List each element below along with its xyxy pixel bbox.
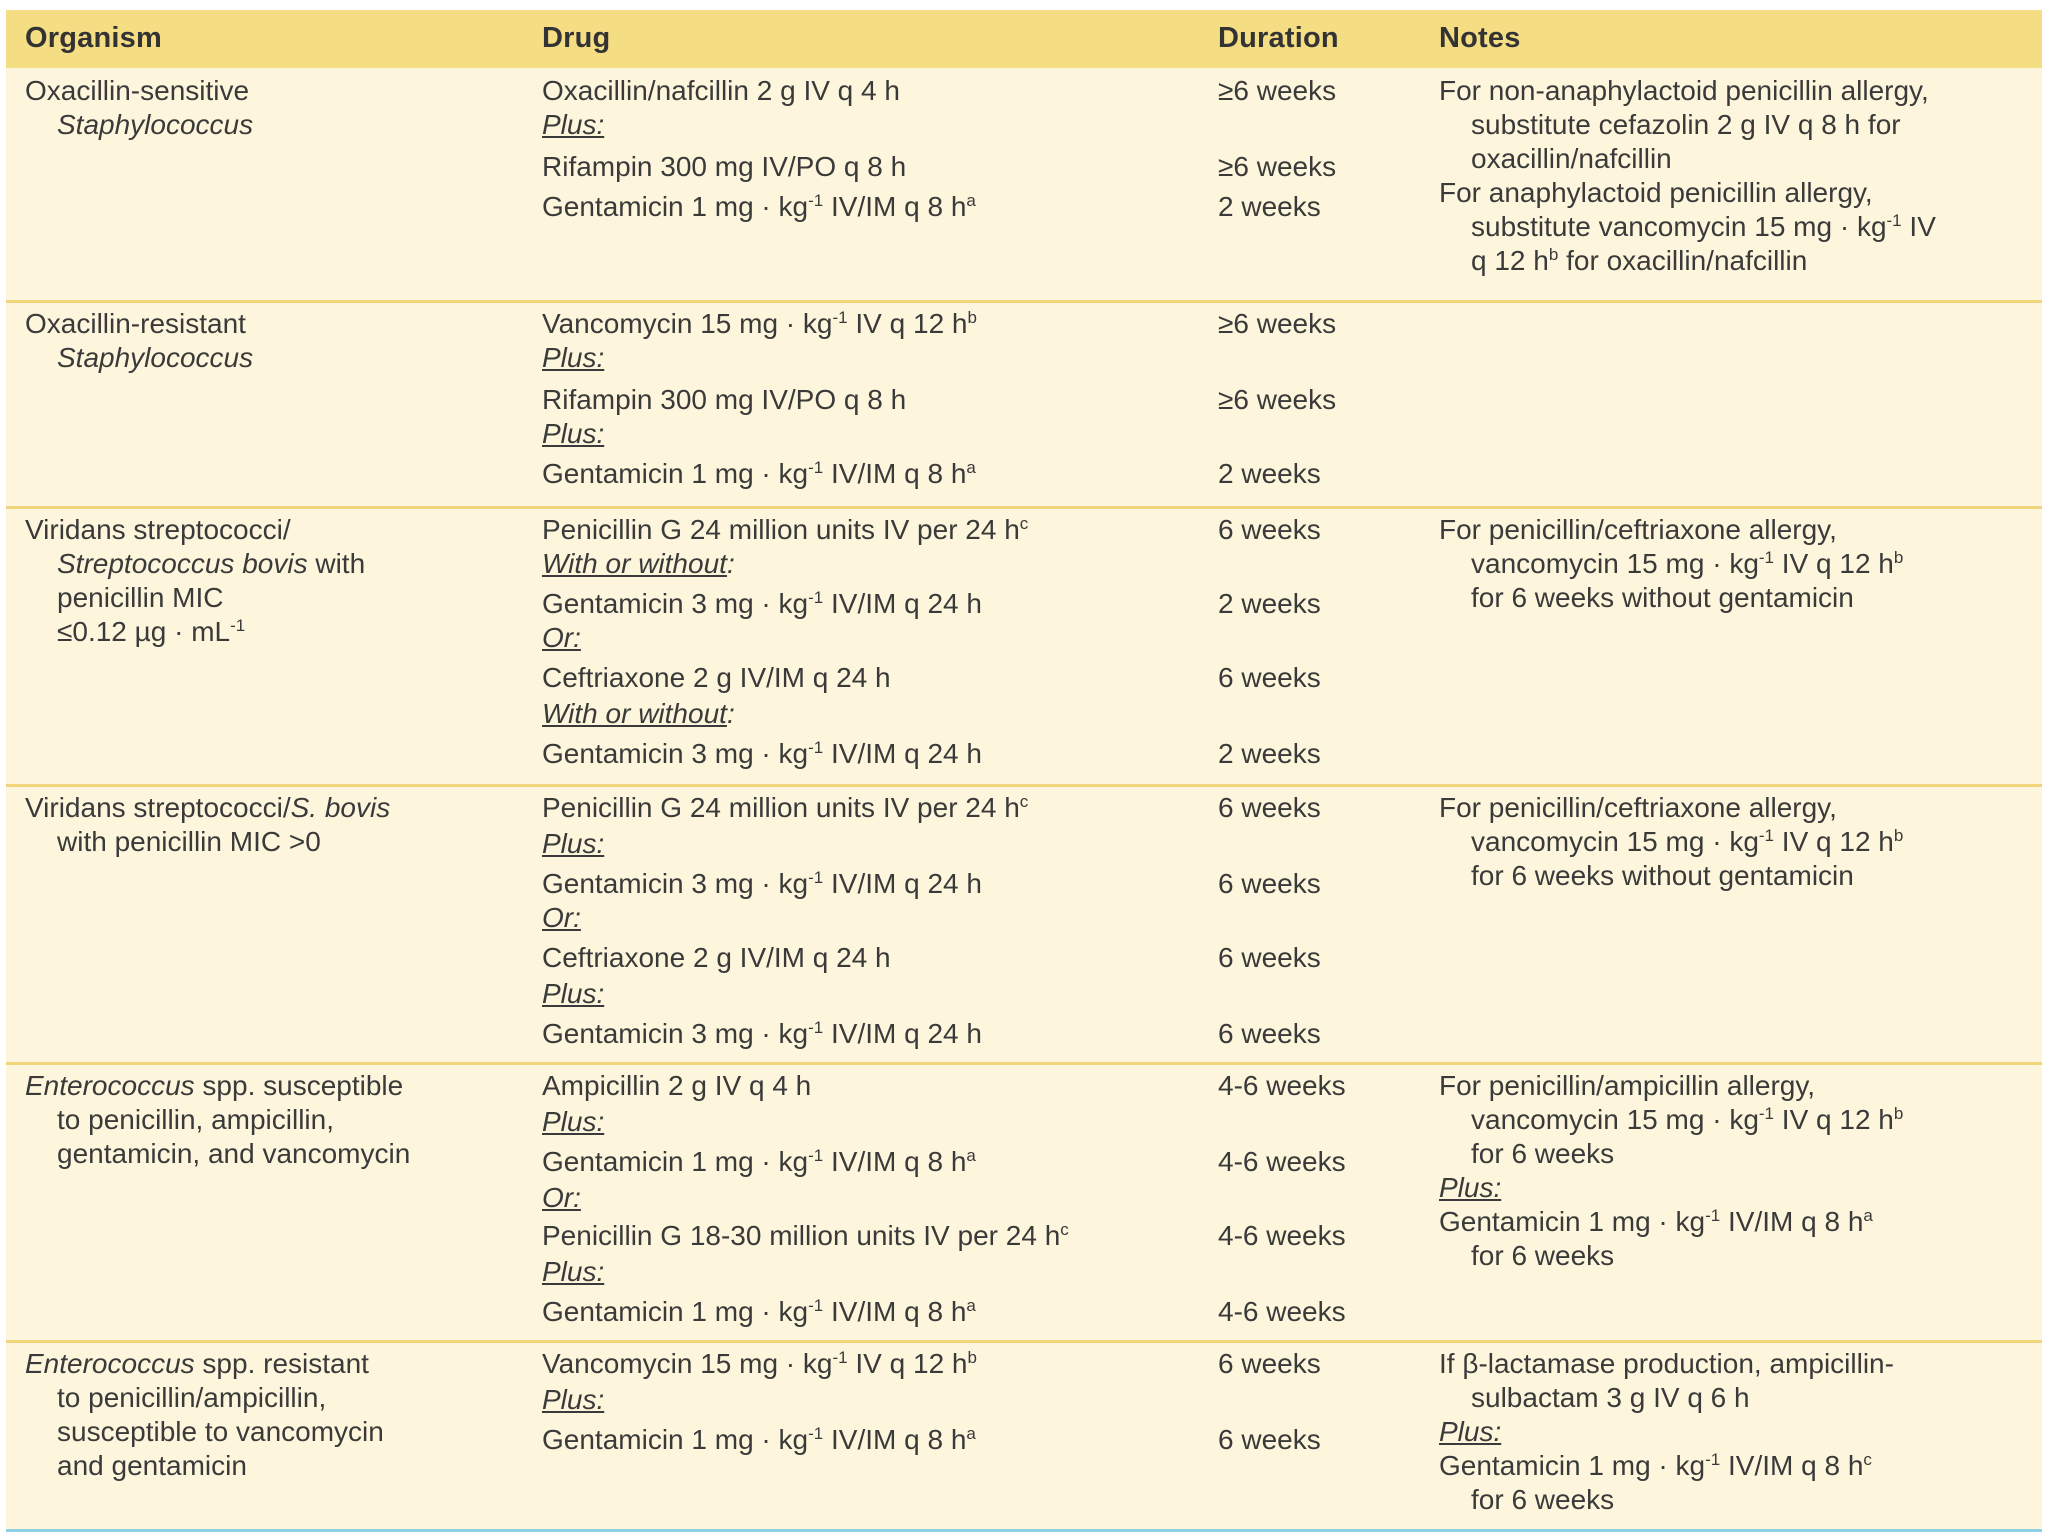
notes-line	[1439, 244, 1807, 278]
notes-line	[1439, 1449, 1872, 1483]
footnote-marker: a	[1863, 1206, 1873, 1225]
notes-line: for 6 weeks without gentamicin	[1471, 582, 1854, 613]
organism-line	[25, 791, 390, 825]
duration-text: 2 weeks	[1218, 458, 1321, 489]
drug-line	[542, 791, 1028, 825]
footnote-marker: a	[966, 458, 976, 477]
drug-line	[542, 737, 982, 771]
organism-text: with penicillin MIC >0	[57, 826, 321, 857]
drug-text: Gentamicin 1 mg · kg	[542, 458, 809, 489]
duration-text: 6 weeks	[1218, 868, 1321, 899]
notes-line: For penicillin/ceftriaxone allergy,	[1439, 792, 1837, 823]
footnote-marker: c	[1019, 792, 1029, 811]
header-notes: Notes	[1439, 22, 1521, 54]
organism-text: Staphylococcus	[57, 342, 254, 373]
notes-text: for oxacillin/nafcillin	[1558, 245, 1808, 276]
organism-text: penicillin MIC	[57, 582, 224, 613]
drug-connector	[542, 697, 735, 731]
drug-connector	[542, 547, 735, 581]
table-row	[6, 784, 2042, 1062]
drug-text: IV/IM q 24 h	[823, 588, 982, 619]
drug-connector: Plus:	[542, 109, 605, 140]
notes-line: for 6 weeks without gentamicin	[1471, 860, 1854, 891]
notes-line: for 6 weeks	[1471, 1240, 1615, 1271]
drug-connector: Plus:	[542, 828, 605, 859]
organism-text: and gentamicin	[57, 1450, 247, 1481]
duration-text: ≥6 weeks	[1218, 308, 1337, 339]
footnote-marker: b	[1548, 245, 1559, 264]
table-row	[6, 300, 2042, 506]
drug-text: IV/IM q 24 h	[823, 738, 982, 769]
footnote-marker: a	[966, 191, 976, 210]
drug-text: Penicillin G 24 million units IV per 24 h	[542, 514, 1020, 545]
drug-text: IV q 12 h	[847, 1348, 968, 1379]
table-row	[6, 1062, 2042, 1340]
drug-text: IV/IM q 8 h	[823, 1146, 967, 1177]
drug-text: Penicillin G 24 million units IV per 24 h	[542, 792, 1020, 823]
superscript: -1	[1758, 548, 1775, 567]
drug-line: Ceftriaxone 2 g IV/IM q 24 h	[542, 942, 891, 973]
organism-line	[25, 1069, 403, 1103]
drug-line: Rifampin 300 mg IV/PO q 8 h	[542, 151, 907, 182]
duration-text: 6 weeks	[1218, 1018, 1321, 1049]
footnote-marker: a	[966, 1424, 976, 1443]
duration-text: 6 weeks	[1218, 514, 1321, 545]
drug-text: Gentamicin 3 mg · kg	[542, 868, 809, 899]
drug-connector: Or:	[542, 902, 581, 933]
drug-line: Ampicillin 2 g IV q 4 h	[542, 1070, 812, 1101]
footnote-marker: b	[1893, 1104, 1904, 1123]
notes-line: sulbactam 3 g IV q 6 h	[1471, 1382, 1750, 1413]
organism-text: to penicillin/ampicillin,	[57, 1382, 327, 1413]
footnote-marker: b	[1893, 826, 1904, 845]
duration-text: 2 weeks	[1218, 191, 1321, 222]
drug-text: IV q 12 h	[847, 308, 968, 339]
superscript: -1	[230, 616, 246, 635]
notes-line: If β-lactamase production, ampicillin-	[1439, 1348, 1894, 1379]
notes-text: IV q 12 h	[1774, 548, 1894, 579]
duration-text: 4-6 weeks	[1218, 1070, 1346, 1101]
organism-text: Viridans streptococci/	[25, 514, 291, 545]
notes-line	[1439, 547, 1903, 581]
drug-text: Gentamicin 1 mg · kg	[542, 1146, 809, 1177]
duration-text: 6 weeks	[1218, 792, 1321, 823]
notes-text: substitute vancomycin 15 mg · kg	[1471, 211, 1887, 242]
drug-line: Oxacillin/nafcillin 2 g IV q 4 h	[542, 75, 900, 106]
notes-text: IV q 12 h	[1774, 1104, 1894, 1135]
superscript: -1	[832, 308, 848, 327]
drug-line	[542, 190, 976, 224]
drug-text: Penicillin G 18-30 million units IV per 24 h	[542, 1220, 1061, 1251]
drug-line	[542, 513, 1028, 547]
drug-connector: Or:	[542, 622, 581, 653]
drug-line	[542, 587, 982, 621]
notes-line: oxacillin/nafcillin	[1471, 143, 1672, 174]
superscript: -1	[832, 1348, 848, 1367]
connector-colon: :	[726, 548, 735, 579]
superscript: -1	[1886, 211, 1902, 230]
notes-connector: Plus:	[1439, 1416, 1502, 1447]
notes-line: for 6 weeks	[1471, 1138, 1615, 1169]
notes-text: IV/IM q 8 h	[1720, 1450, 1864, 1481]
notes-text: IV	[1901, 211, 1936, 242]
organism-text: Enterococcus	[25, 1070, 195, 1101]
organism-text: ≤0.12 µg · mL	[57, 616, 231, 647]
notes-text: q 12 h	[1471, 245, 1549, 276]
notes-line	[1439, 825, 1903, 859]
drug-line	[542, 1017, 982, 1051]
notes-line: substitute cefazolin 2 g IV q 8 h for	[1471, 109, 1901, 140]
notes-text: vancomycin 15 mg · kg	[1471, 826, 1759, 857]
organism-text: Viridans streptococci/	[25, 792, 291, 823]
header-duration: Duration	[1218, 22, 1339, 54]
notes-line	[1439, 1205, 1873, 1239]
drug-text: IV/IM q 8 h	[823, 458, 967, 489]
drug-line	[542, 457, 976, 491]
drug-connector: Plus:	[542, 1106, 605, 1137]
header-organism: Organism	[25, 22, 162, 54]
drug-line	[542, 1219, 1069, 1253]
superscript: -1	[808, 738, 824, 757]
duration-text: ≥6 weeks	[1218, 75, 1337, 106]
notes-text: Gentamicin 1 mg · kg	[1439, 1206, 1706, 1237]
drug-text: Gentamicin 3 mg · kg	[542, 738, 809, 769]
superscript: -1	[808, 458, 824, 477]
drug-text: Gentamicin 3 mg · kg	[542, 1018, 809, 1049]
organism-text: Enterococcus	[25, 1348, 195, 1379]
notes-text: IV/IM q 8 h	[1720, 1206, 1864, 1237]
notes-line: for 6 weeks	[1471, 1484, 1615, 1515]
drug-connector: Plus:	[542, 1256, 605, 1287]
footnote-marker: c	[1019, 514, 1029, 533]
footnote-marker: b	[967, 1348, 977, 1367]
duration-text: 6 weeks	[1218, 942, 1321, 973]
drug-line	[542, 307, 977, 341]
drug-connector: Plus:	[542, 342, 605, 373]
drug-text: Gentamicin 1 mg · kg	[542, 1424, 809, 1455]
table-header	[6, 10, 2042, 68]
drug-line	[542, 1347, 977, 1381]
duration-text: 4-6 weeks	[1218, 1296, 1346, 1327]
duration-text: 6 weeks	[1218, 662, 1321, 693]
duration-text: 2 weeks	[1218, 738, 1321, 769]
drug-line	[542, 1145, 976, 1179]
superscript: -1	[1758, 826, 1775, 845]
organism-text: Oxacillin-resistant	[25, 308, 246, 339]
drug-line: Ceftriaxone 2 g IV/IM q 24 h	[542, 662, 891, 693]
footnote-marker: a	[966, 1146, 976, 1165]
organism-text: Streptococcus bovis	[57, 548, 308, 579]
footnote-marker: b	[967, 308, 977, 327]
organism-line	[25, 1347, 369, 1381]
duration-text: ≥6 weeks	[1218, 384, 1337, 415]
drug-text: IV/IM q 8 h	[823, 1296, 967, 1327]
table-row	[6, 1340, 2042, 1529]
organism-line	[25, 547, 365, 581]
organism-text: Staphylococcus	[57, 109, 254, 140]
footnote-marker: c	[1863, 1450, 1872, 1469]
footnote-marker: b	[1893, 548, 1904, 567]
superscript: -1	[1705, 1450, 1721, 1469]
duration-text: ≥6 weeks	[1218, 151, 1337, 182]
footnote-marker: c	[1060, 1220, 1069, 1239]
drug-text: IV/IM q 8 h	[823, 1424, 967, 1455]
drug-text: Vancomycin 15 mg · kg	[542, 1348, 833, 1379]
notes-line: For penicillin/ceftriaxone allergy,	[1439, 514, 1837, 545]
notes-connector: Plus:	[1439, 1172, 1502, 1203]
drug-text: IV/IM q 24 h	[823, 1018, 982, 1049]
drug-line	[542, 1295, 976, 1329]
notes-text: Gentamicin 1 mg · kg	[1439, 1450, 1706, 1481]
connector-text: With or without	[542, 548, 727, 579]
drug-text: Gentamicin 3 mg · kg	[542, 588, 809, 619]
table-row	[6, 68, 2042, 300]
drug-text: Gentamicin 1 mg · kg	[542, 191, 809, 222]
duration-text: 4-6 weeks	[1218, 1220, 1346, 1251]
organism-text: spp. susceptible	[194, 1070, 404, 1101]
organism-text: susceptible to vancomycin	[57, 1416, 384, 1447]
superscript: -1	[808, 1296, 824, 1315]
duration-text: 2 weeks	[1218, 588, 1321, 619]
duration-text: 6 weeks	[1218, 1348, 1321, 1379]
superscript: -1	[1758, 1104, 1775, 1123]
drug-connector: Plus:	[542, 978, 605, 1009]
notes-line	[1439, 1103, 1903, 1137]
drug-connector: Plus:	[542, 418, 605, 449]
drug-text: IV/IM q 24 h	[823, 868, 982, 899]
superscript: -1	[808, 1424, 824, 1443]
duration-text: 6 weeks	[1218, 1424, 1321, 1455]
drug-connector: Plus:	[542, 1384, 605, 1415]
notes-line: For anaphylactoid penicillin allergy,	[1439, 177, 1873, 208]
notes-line	[1439, 210, 1936, 244]
drug-line	[542, 867, 982, 901]
organism-text: gentamicin, and vancomycin	[57, 1138, 411, 1169]
organism-text: S. bovis	[290, 792, 391, 823]
connector-colon: :	[726, 698, 735, 729]
superscript: -1	[1705, 1206, 1721, 1225]
antibiotic-regimen-table	[6, 10, 2042, 1532]
notes-text: IV q 12 h	[1774, 826, 1894, 857]
superscript: -1	[808, 1018, 824, 1037]
organism-text: spp. resistant	[194, 1348, 369, 1379]
table-row	[6, 506, 2042, 784]
drug-line	[542, 1423, 976, 1457]
connector-text: With or without	[542, 698, 727, 729]
superscript: -1	[808, 191, 824, 210]
organism-text: with	[307, 548, 366, 579]
superscript: -1	[808, 1146, 824, 1165]
organism-text: to penicillin, ampicillin,	[57, 1104, 335, 1135]
notes-text: vancomycin 15 mg · kg	[1471, 548, 1759, 579]
organism-line	[25, 615, 245, 649]
superscript: -1	[808, 588, 824, 607]
drug-line: Rifampin 300 mg IV/PO q 8 h	[542, 384, 907, 415]
duration-text: 4-6 weeks	[1218, 1146, 1346, 1177]
notes-line: For penicillin/ampicillin allergy,	[1439, 1070, 1816, 1101]
drug-text: Vancomycin 15 mg · kg	[542, 308, 833, 339]
drug-text: Gentamicin 1 mg · kg	[542, 1296, 809, 1327]
organism-text: Oxacillin-sensitive	[25, 75, 250, 106]
footnote-marker: a	[966, 1296, 976, 1315]
drug-text: IV/IM q 8 h	[823, 191, 967, 222]
notes-text: vancomycin 15 mg · kg	[1471, 1104, 1759, 1135]
notes-line: For non-anaphylactoid penicillin allergy,	[1439, 75, 1929, 106]
drug-connector: Or:	[542, 1182, 581, 1213]
superscript: -1	[808, 868, 824, 887]
header-drug: Drug	[542, 22, 611, 54]
